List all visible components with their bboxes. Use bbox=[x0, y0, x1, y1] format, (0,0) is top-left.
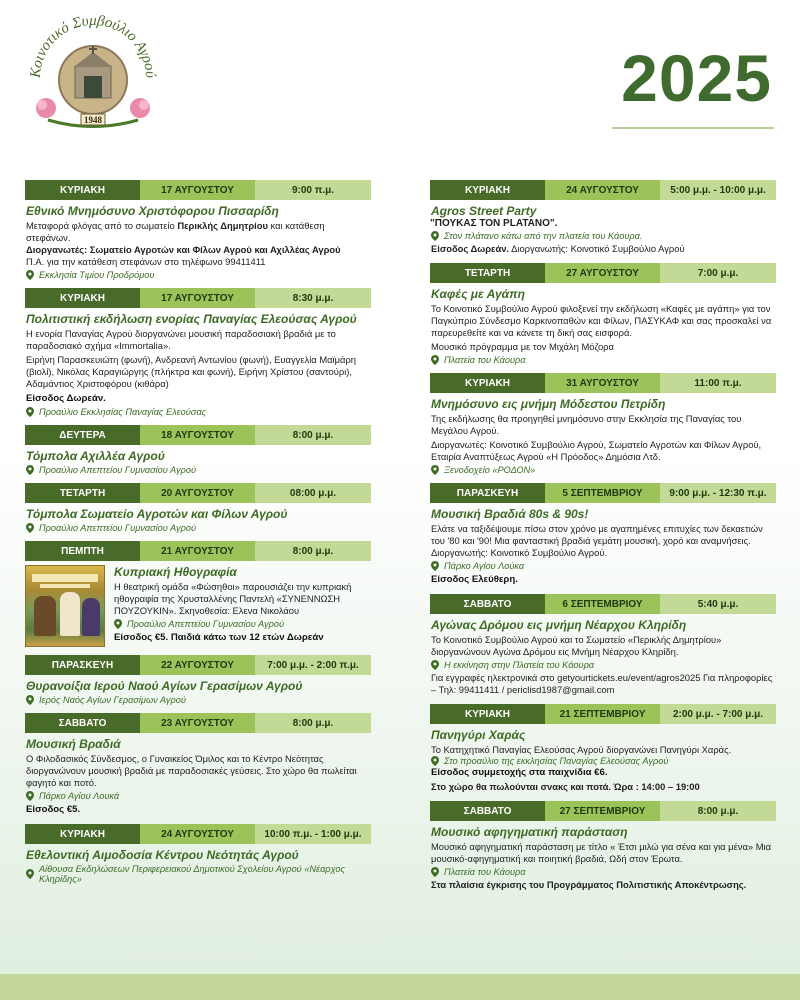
event-date: 24 ΑΥΓΟΥΣΤΟΥ bbox=[140, 824, 255, 844]
event-entry: Είσοδος Δωρεάν. Διοργανωτής: Κοινοτικό Συμβούλιο Αγρού bbox=[431, 243, 685, 254]
location-pin-icon bbox=[26, 465, 34, 475]
event-card bbox=[430, 704, 776, 793]
event-description: Το Κατηχητικό Παναγίας Ελεούσας Αγρού διοργανώνει Πανηγύρι Χαράς. bbox=[431, 744, 732, 755]
event-card bbox=[25, 713, 371, 816]
event-entry: Είσοδος συμμετοχής στα παιχνίδια €6. bbox=[431, 767, 608, 778]
event-header-bar bbox=[430, 180, 776, 200]
event-title: Agros Street Party bbox=[431, 204, 537, 218]
event-day: ΚΥΡΙΑΚΗ bbox=[430, 373, 545, 393]
event-header-bar bbox=[25, 541, 371, 561]
event-header-bar bbox=[25, 713, 371, 733]
right-column bbox=[430, 180, 776, 891]
event-subtitle: "ΠΟΥΚΑΣ ΤΟΝ PLATANO". bbox=[430, 218, 558, 229]
event-title: Καφές με Αγάπη bbox=[431, 287, 525, 301]
event-title: Μουσική Βραδιά bbox=[26, 737, 121, 751]
year-divider bbox=[612, 127, 774, 129]
event-location: Αίθουσα Εκδηλώσεων Περιφερειακού Δημοτικού Σχολείου Αγρού «Νέαρχος Κληρίδης» bbox=[26, 864, 371, 884]
event-location: Πλατεία του Κάουρα bbox=[431, 867, 776, 877]
event-performers: Ειρήνη Παρασκευιώτη (φωνή), Ανδρεανή Αντωνίου (φωνή), Ευαγγελία Μαϊμάρη (βιολί), Νικόλας Καραγιώργης (πλήκτρα και φωνή), Ειρήνη Χρίστου (σαντούρι), Αδαμάντιος Χριστοφόρου (κιθάρα) bbox=[26, 354, 357, 389]
event-location: Προαύλιο Εκκλησίας Παναγίας Ελεούσας bbox=[26, 407, 371, 417]
location-pin-icon bbox=[431, 355, 439, 365]
event-time: 7:00 μ.μ. - 2:00 π.μ. bbox=[255, 655, 371, 675]
event-location: Η εκκίνηση στην Πλατεία του Κάουρα bbox=[431, 660, 776, 670]
event-header-bar bbox=[430, 594, 776, 614]
event-location: Ιερός Ναός Αγίων Γερασίμων Αγρού bbox=[26, 695, 371, 705]
event-card bbox=[25, 655, 371, 705]
event-header-bar bbox=[25, 425, 371, 445]
location-pin-icon bbox=[431, 660, 439, 670]
event-time: 9:00 π.μ. bbox=[255, 180, 371, 200]
event-date: 21 ΣΕΠΤΕΜΒΡΙΟΥ bbox=[545, 704, 660, 724]
event-card bbox=[25, 180, 371, 280]
event-day: ΚΥΡΙΑΚΗ bbox=[25, 824, 140, 844]
location-pin-icon bbox=[114, 619, 122, 629]
event-description: Ο Φιλοδασικός Σύνδεσμος, ο Γυναικείος Όμιλος και το Κέντρο Νεότητας διοργανώνουν μουσική βραδιά με παραδοσιακές γεύσεις. Στο χώρο θα πωλείται φαγητό και ποτό. bbox=[26, 753, 357, 788]
event-day: ΚΥΡΙΑΚΗ bbox=[430, 704, 545, 724]
event-day: ΠΑΡΑΣΚΕΥΗ bbox=[25, 655, 140, 675]
event-day: ΠΑΡΑΣΚΕΥΗ bbox=[430, 483, 545, 503]
location-pin-icon bbox=[26, 695, 34, 705]
event-day: ΣΑΒΒΑΤΟ bbox=[430, 801, 545, 821]
event-time: 8:00 μ.μ. bbox=[255, 425, 371, 445]
event-date: 6 ΣΕΠΤΕΜΒΡΙΟΥ bbox=[545, 594, 660, 614]
event-header-bar bbox=[25, 180, 371, 200]
event-card bbox=[25, 288, 371, 417]
event-time: 11:00 π.μ. bbox=[660, 373, 776, 393]
event-time: 5:00 μ.μ. - 10:00 μ.μ. bbox=[660, 180, 776, 200]
event-date: 27 ΣΕΠΤΕΜΒΡΙΟΥ bbox=[545, 801, 660, 821]
event-description: Το Κοινοτικό Συμβούλιο Αγρού και το Σωματείο «Περικλής Δημητρίου» διοργανώνουν Αγώνα Δρόμου εις Μνήμη Νέαρχου Κληρίδη. bbox=[431, 634, 722, 657]
location-pin-icon bbox=[26, 523, 34, 533]
event-contact: Π.Α. για την κατάθεση στεφάνων στο τηλέφωνο 99411411 bbox=[26, 256, 266, 267]
event-time: 2:00 μ.μ. - 7:00 μ.μ. bbox=[660, 704, 776, 724]
event-date: 22 ΑΥΓΟΥΣΤΟΥ bbox=[140, 655, 255, 675]
event-date: 20 ΑΥΓΟΥΣΤΟΥ bbox=[140, 483, 255, 503]
theatre-poster-image bbox=[25, 565, 105, 647]
event-title: Πανηγύρι Χαράς bbox=[431, 728, 526, 742]
event-header-bar bbox=[25, 288, 371, 308]
event-date: 17 ΑΥΓΟΥΣΤΟΥ bbox=[140, 288, 255, 308]
event-location: Πάρκο Αγίου Λουκά bbox=[26, 791, 371, 801]
event-header-bar bbox=[430, 263, 776, 283]
event-day: ΤΕΤΑΡΤΗ bbox=[430, 263, 545, 283]
event-time: 08:00 μ.μ. bbox=[255, 483, 371, 503]
location-pin-icon bbox=[431, 756, 439, 766]
event-day: ΚΥΡΙΑΚΗ bbox=[430, 180, 545, 200]
event-entry: Είσοδος €5. bbox=[26, 804, 81, 815]
event-date: 21 ΑΥΓΟΥΣΤΟΥ bbox=[140, 541, 255, 561]
event-location: Στο προαύλιο της εκκλησίας Παναγίας Ελεούσας Αγρού bbox=[431, 756, 776, 766]
event-header-bar bbox=[25, 655, 371, 675]
event-date: 17 ΑΥΓΟΥΣΤΟΥ bbox=[140, 180, 255, 200]
event-card bbox=[430, 801, 776, 891]
event-extra-info: Στο χώρο θα πωλούνται σνακς και ποτά. Ώρα : 14:00 – 19:00 bbox=[431, 781, 700, 792]
event-card bbox=[25, 483, 371, 533]
event-title: Τόμπολα Σωματείο Αγροτών και Φίλων Αγρού bbox=[26, 507, 288, 521]
event-header-bar bbox=[25, 824, 371, 844]
svg-text:Κοινοτικό Συμβούλιο Αγρού: Κοινοτικό Συμβούλιο Αγρού bbox=[27, 12, 159, 79]
event-entry: Είσοδος €5. Παιδιά κάτω των 12 ετών Δωρεάν bbox=[114, 632, 324, 643]
event-organizers: Διοργανωτές: Σωματείο Αγροτών και Φίλων Αγρού και Αχιλλέας Αγρού bbox=[26, 244, 341, 255]
event-description: Μουσικό αφηγηματική παράσταση με τίτλο « Έτσι μιλώ για σένα και για μένα» Μια μουσικό-αφηγηματική και ποιητική βραδιά, Ωδή στον Έρωτα. bbox=[431, 841, 772, 864]
event-header-bar bbox=[430, 373, 776, 393]
location-pin-icon bbox=[431, 231, 439, 241]
event-card bbox=[430, 594, 776, 696]
event-location: Εκκλησία Τιμίου Προδρόμου bbox=[26, 270, 371, 280]
event-time: 10:00 π.μ. - 1:00 μ.μ. bbox=[255, 824, 371, 844]
event-registration-info: Για εγγραφές ηλεκτρονικά στο getyourtickets.eu/event/agros2025 Για πληροφορίες – Τηλ: 99411411 / periclisd1987@gmail.com bbox=[431, 672, 773, 695]
location-pin-icon bbox=[431, 561, 439, 571]
event-music: Μουσικό πρόγραμμα με τον Μιχάλη Μόζορα bbox=[431, 341, 614, 352]
event-date: 27 ΑΥΓΟΥΣΤΟΥ bbox=[545, 263, 660, 283]
event-card bbox=[430, 373, 776, 475]
event-date: 5 ΣΕΠΤΕΜΒΡΙΟΥ bbox=[545, 483, 660, 503]
event-time: 8:30 μ.μ. bbox=[255, 288, 371, 308]
event-header-bar bbox=[25, 483, 371, 503]
event-title: Μνημόσυνο εις μνήμη Μόδεστου Πετρίδη bbox=[431, 397, 666, 411]
location-pin-icon bbox=[431, 465, 439, 475]
event-body bbox=[25, 565, 371, 647]
event-time: 5:40 μ.μ. bbox=[660, 594, 776, 614]
location-pin-icon bbox=[431, 867, 439, 877]
event-header-bar bbox=[430, 801, 776, 821]
event-card bbox=[430, 263, 776, 365]
event-time: 8:00 μ.μ. bbox=[255, 713, 371, 733]
event-title: Τόμπολα Αχιλλέα Αγρού bbox=[26, 449, 165, 463]
event-time: 8:00 μ.μ. bbox=[660, 801, 776, 821]
event-title: Μουσική Βραδιά 80s & 90s! bbox=[431, 507, 589, 521]
event-entry: Είσοδος Ελεύθερη. bbox=[431, 574, 518, 585]
event-card bbox=[430, 483, 776, 586]
event-title: Θυρανοίξια Ιερού Ναού Αγίων Γερασίμων Αγρού bbox=[26, 679, 303, 693]
event-time: 7:00 μ.μ. bbox=[660, 263, 776, 283]
event-footnote: Στα πλαίσια έγκρισης του Προγράμματος Πολιτιστικής Αποκέντρωσης. bbox=[431, 879, 747, 890]
event-organizers: Διοργανωτές: Κοινοτικό Συμβούλιο Αγρού, Σωματείο Αγροτών και Φίλων Αγρού, Εταιρία Αναπτύξεως Αγρού «Η Πρόοδος» Δημόσια Λτδ. bbox=[431, 439, 762, 462]
location-pin-icon bbox=[26, 791, 34, 801]
event-location: Πάρκο Αγίου Λούκα bbox=[431, 561, 776, 571]
location-pin-icon bbox=[26, 407, 34, 417]
event-date: 31 ΑΥΓΟΥΣΤΟΥ bbox=[545, 373, 660, 393]
event-location: Πλατεία του Κάουρα bbox=[431, 355, 776, 365]
event-day: ΠΕΜΠΤΗ bbox=[25, 541, 140, 561]
event-text bbox=[113, 565, 371, 647]
event-description: Μεταφορά φλόγας από το σωματείο Περικλής Δημητρίου και κατάθεση στεφάνων. bbox=[26, 220, 325, 243]
event-day: ΔΕΥΤΕΡΑ bbox=[25, 425, 140, 445]
event-day: ΚΥΡΙΑΚΗ bbox=[25, 288, 140, 308]
event-description: Της εκδήλωσης θα προηγηθεί μνημόσυνο στην Εκκλησία της Παναγίας του Μεγάλου Αγρού. bbox=[431, 413, 742, 436]
footer-band bbox=[0, 974, 800, 1000]
event-title: Εθελοντική Αιμοδοσία Κέντρου Νεότητάς Αγρού bbox=[26, 848, 299, 862]
event-location: Προαύλιο Απεπτείου Γυμνασίου Αγρού bbox=[26, 465, 371, 475]
event-date: 24 ΑΥΓΟΥΣΤΟΥ bbox=[545, 180, 660, 200]
event-title: Κυπριακή Ηθογραφία bbox=[114, 565, 237, 579]
year-heading: 2025 bbox=[621, 41, 772, 115]
event-day: ΣΑΒΒΑΤΟ bbox=[430, 594, 545, 614]
event-date: 23 ΑΥΓΟΥΣΤΟΥ bbox=[140, 713, 255, 733]
event-day: ΤΕΤΑΡΤΗ bbox=[25, 483, 140, 503]
event-title: Αγώνας Δρόμου εις μνήμη Νέαρχου Κληρίδη bbox=[431, 618, 687, 632]
event-day: ΚΥΡΙΑΚΗ bbox=[25, 180, 140, 200]
event-entry: Είσοδος Δωρεάν. bbox=[26, 393, 106, 404]
location-pin-icon bbox=[26, 869, 34, 879]
council-emblem bbox=[18, 8, 168, 133]
event-card bbox=[25, 541, 371, 647]
event-card bbox=[25, 425, 371, 475]
event-time: 8:00 μ.μ. bbox=[255, 541, 371, 561]
event-title: Εθνικό Μνημόσυνο Χριστόφορου Πισσαρίδη bbox=[26, 204, 279, 218]
event-date: 18 ΑΥΓΟΥΣΤΟΥ bbox=[140, 425, 255, 445]
council-logo bbox=[18, 8, 168, 133]
location-pin-icon bbox=[26, 270, 34, 280]
event-location: Στον πλάτανο κάτω από την πλατεία του Κάουρα. bbox=[431, 231, 776, 241]
event-day: ΣΑΒΒΑΤΟ bbox=[25, 713, 140, 733]
svg-text:1948: 1948 bbox=[84, 115, 102, 125]
event-header-bar bbox=[430, 704, 776, 724]
event-description: Το Κοινοτικό Συμβούλιο Αγρού φιλοξενεί την εκδήλωση «Καφές με αγάπη» για τον Παγκύπριο Σύνδεσμο Καρκινοπαθών και Φίλων, ΠΑΣΥΚΑΦ και σας προσκαλεί να παρευρεθείτε και να κάνετε τη δική σας εισφορά. bbox=[431, 303, 772, 338]
event-card bbox=[25, 824, 371, 884]
event-header-bar bbox=[430, 483, 776, 503]
event-location: Ξενοδοχείο «ΡΟΔΟΝ» bbox=[431, 465, 776, 475]
event-time: 9:00 μ.μ. - 12:30 π.μ. bbox=[660, 483, 776, 503]
event-description: Ελάτε να ταξιδέψουμε πίσω στον χρόνο με αγαπημένες επιτυχίες των δεκαετιών του '80 και '90! Μια φανταστική βραδιά γεμάτη μουσική, χορό και αναμνήσεις. Διοργανωτής: Κοινοτικό Συμβούλιο Αγρού. bbox=[431, 523, 763, 558]
left-column bbox=[25, 180, 371, 884]
event-location: Προαύλιο Απεπτείου Γυμνασίου Αγρού bbox=[26, 523, 371, 533]
event-title: Πολιτιστική εκδήλωση ενορίας Παναγίας Ελεούσας Αγρού bbox=[26, 312, 357, 326]
event-title: Μουσικό αφηγηματική παράσταση bbox=[431, 825, 628, 839]
event-description: Η ενορία Παναγίας Αγρού διοργανώνει μουσική παραδοσιακή βραδιά με το παραδοσιακό σχήμα «Immortalia». bbox=[26, 328, 336, 351]
event-description: Η θεατρική ομάδα «Φώσηθοι» παρουσιάζει την κυπριακή ηθογραφία της Χρυσταλλένης Παντελή «ΣΥΝΕΝΝΩΣΗ ΠΟΥΖΟΥΚΙΝ». Σκηνοθεσία: Ελενα Νικολάου bbox=[114, 581, 352, 616]
event-location: Προαύλιο Απεπτείου Γυμνασίου Αγρού bbox=[114, 619, 371, 629]
event-card bbox=[430, 180, 776, 255]
